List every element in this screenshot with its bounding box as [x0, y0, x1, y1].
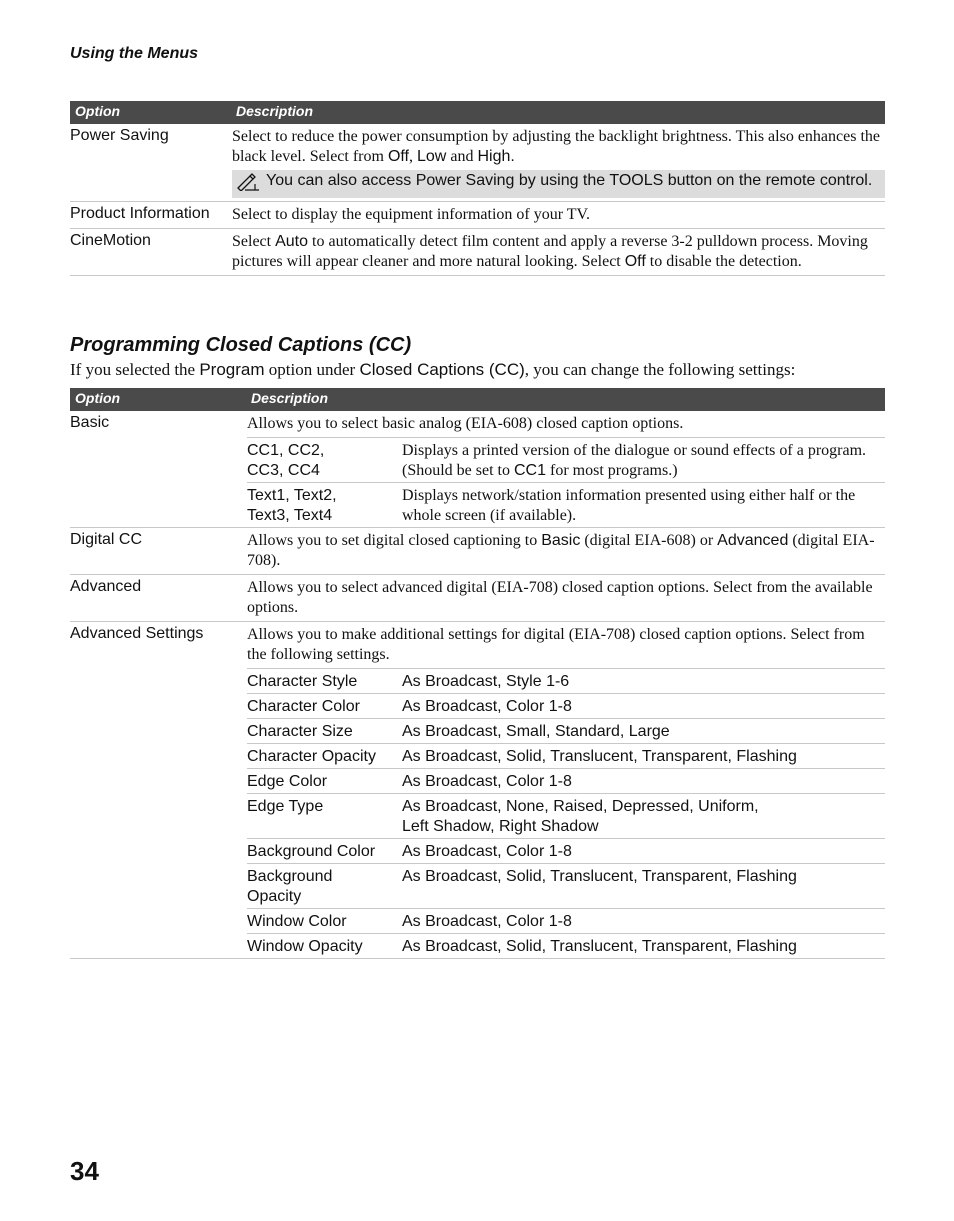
setting-values: As Broadcast, Color 1-8: [402, 698, 572, 715]
sub-value-cc: Displays a printed version of the dialogue or sound effects of a program. (Should be set to CC1 for most programs.): [402, 442, 867, 479]
advanced-settings-description: Allows you to make additional settings for digital (EIA-708) closed caption options. Select from the following settings.: [247, 626, 865, 663]
advanced-settings-list: [247, 668, 885, 958]
option-power-saving: Power Saving: [70, 127, 169, 144]
option-basic: Basic: [70, 414, 110, 431]
setting-name: Character Style: [247, 673, 358, 690]
setting-row: [247, 693, 885, 718]
setting-values: As Broadcast, Small, Standard, Large: [402, 723, 670, 740]
setting-values: As Broadcast, Color 1-8: [402, 913, 572, 930]
column-header-description: Description: [251, 390, 329, 406]
option-cinemotion: CineMotion: [70, 232, 151, 249]
closed-caption-options-table: [70, 388, 885, 959]
setting-row: [247, 768, 885, 793]
setting-values: As Broadcast, Style 1-6: [402, 673, 570, 690]
column-header-option: Option: [75, 390, 121, 406]
setting-row: [247, 933, 885, 958]
setting-name: Window Color: [247, 913, 347, 930]
basic-description: Allows you to select basic analog (EIA-608) closed caption options.: [247, 415, 684, 432]
digital-cc-description: Allows you to set digital closed captioning to Basic (digital EIA-608) or Advanced (digital EIA-708).: [247, 532, 875, 569]
setting-values: As Broadcast, Color 1-8: [402, 773, 572, 790]
setting-values: As Broadcast, None, Raised, Depressed, Uniform, Left Shadow, Right Shadow: [402, 798, 759, 835]
table-row-product-information: [70, 202, 885, 229]
picture-options-table: [70, 101, 885, 276]
option-digital-cc: Digital CC: [70, 531, 143, 548]
power-saving-note: You can also access Power Saving by using the TOOLS button on the remote control.: [232, 170, 885, 198]
column-header-option: Option: [75, 103, 121, 119]
setting-row: [247, 668, 885, 693]
advanced-description: Allows you to select advanced digital (EIA-708) closed caption options. Select from the available options.: [247, 579, 873, 616]
setting-name: Background Color: [247, 843, 376, 860]
column-header-description: Description: [236, 103, 314, 119]
cinemotion-description: Select Auto to automatically detect film content and apply a reverse 3-2 pulldown process. Moving pictures will appear cleaner and more natural looking. Select Off to disable the detection.: [232, 233, 868, 270]
table-row-cinemotion: [70, 229, 885, 276]
setting-row: [247, 793, 885, 838]
setting-row: [247, 838, 885, 863]
page-number: 34: [70, 1156, 99, 1186]
pencil-note-icon: [236, 171, 266, 195]
setting-name: Character Color: [247, 698, 360, 715]
option-product-information: Product Information: [70, 205, 210, 222]
setting-name: Window Opacity: [247, 938, 363, 955]
cc-section-heading: Programming Closed Captions (CC): [70, 334, 412, 356]
table-row-advanced: [70, 575, 885, 622]
sub-key-cc: CC1, CC2, CC3, CC4: [247, 442, 325, 479]
setting-row: [247, 718, 885, 743]
cc-intro-text: If you selected the Program option under Closed Captions (CC), you can change the following settings:: [70, 360, 796, 379]
setting-name: Edge Color: [247, 773, 328, 790]
sub-row-cc: [247, 437, 885, 482]
setting-name: Character Size: [247, 723, 353, 740]
table-row-basic: [70, 411, 885, 528]
setting-row: [247, 863, 885, 908]
setting-values: As Broadcast, Solid, Translucent, Transparent, Flashing: [402, 868, 797, 885]
setting-name: Background Opacity: [247, 868, 333, 905]
sub-key-text: Text1, Text2, Text3, Text4: [247, 487, 337, 524]
table-row-digital-cc: [70, 528, 885, 575]
sub-value-text: Displays network/station information presented using either half or the whole screen (if available).: [402, 487, 856, 524]
setting-values: As Broadcast, Solid, Translucent, Transparent, Flashing: [402, 748, 797, 765]
setting-name: Edge Type: [247, 798, 324, 815]
table-row-power-saving: [70, 124, 885, 202]
table-header: [70, 388, 885, 411]
product-information-description: Select to display the equipment information of your TV.: [232, 206, 591, 223]
option-advanced-settings: Advanced Settings: [70, 625, 204, 642]
section-header: Using the Menus: [70, 45, 199, 62]
option-advanced: Advanced: [70, 578, 142, 595]
setting-row: [247, 743, 885, 768]
table-header: [70, 101, 885, 124]
setting-values: As Broadcast, Solid, Translucent, Transparent, Flashing: [402, 938, 797, 955]
power-saving-description: Select to reduce the power consumption by adjusting the backlight brightness. This also enhances the black level. Select from Off, Low and High.: [232, 128, 880, 165]
setting-name: Character Opacity: [247, 748, 376, 765]
setting-values: As Broadcast, Color 1-8: [402, 843, 572, 860]
setting-row: [247, 908, 885, 933]
sub-row-text: [247, 482, 885, 527]
table-row-advanced-settings: [70, 622, 885, 959]
